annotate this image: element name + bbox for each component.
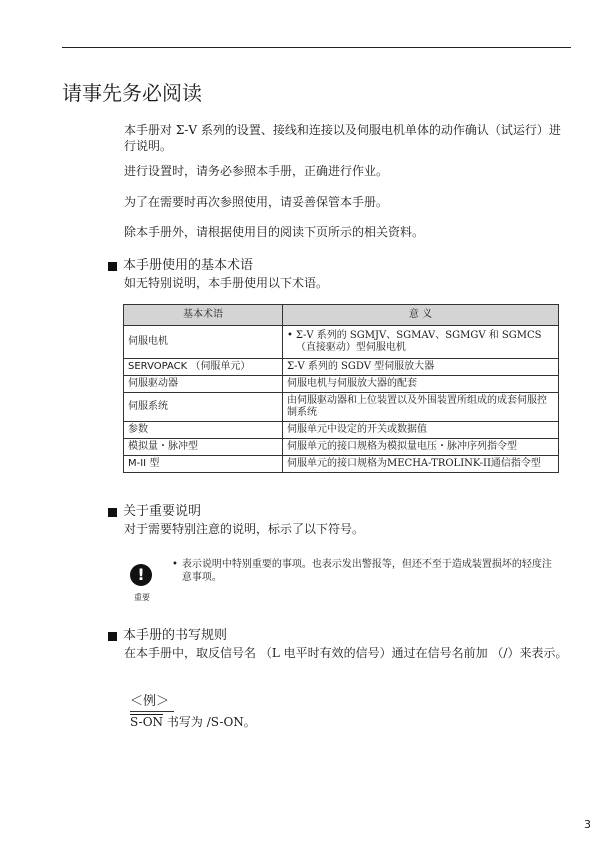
writing-section-heading bbox=[108, 627, 227, 645]
meaning-cell: 由伺服驱动器和上位装置以及外围装置所组成的成套伺服控制系统 bbox=[283, 393, 559, 422]
meaning-cell: Σ-V 系列的 SGDV 型伺服放大器 bbox=[283, 359, 559, 376]
table-row bbox=[124, 359, 559, 376]
intro-paragraph-4: 除本手册外，请根据使用目的阅读下页所示的相关资料。 bbox=[124, 225, 425, 239]
meaning-text: Σ-V 系列的 SGMJV、SGMAV、SGMGV 和 SGMCS （直接驱动）型伺服电机 bbox=[295, 330, 542, 353]
notes-section-heading bbox=[108, 503, 201, 521]
term-cell: SERVOPACK （伺服单元） bbox=[124, 359, 283, 376]
example-signal: S-ON bbox=[130, 715, 164, 729]
meaning-cell: 伺服电机与伺服放大器的配套 bbox=[283, 376, 559, 393]
meaning-cell: 伺服单元中设定的开关或数据值 bbox=[283, 422, 559, 439]
example-text bbox=[130, 713, 256, 730]
table-row bbox=[124, 456, 559, 473]
term-cell: 伺服电机 bbox=[124, 326, 283, 359]
terms-section-heading bbox=[108, 257, 253, 275]
meaning-cell bbox=[283, 326, 559, 359]
terms-table-header-row bbox=[124, 305, 559, 326]
terms-col-header-meaning: 意 义 bbox=[283, 305, 559, 326]
table-row bbox=[124, 393, 559, 422]
page-number: 3 bbox=[584, 818, 591, 831]
terms-table bbox=[123, 304, 559, 473]
table-row bbox=[124, 326, 559, 359]
top-rule bbox=[62, 47, 571, 48]
term-cell: M-II 型 bbox=[124, 456, 283, 473]
square-bullet-icon bbox=[108, 262, 117, 271]
writing-heading-text: 本手册的书写规则 bbox=[123, 628, 228, 643]
important-exclamation-icon: ! bbox=[130, 564, 152, 586]
example-label: ＜例＞ bbox=[130, 694, 170, 709]
terms-lead: 如无特别说明，本手册使用以下术语。 bbox=[124, 276, 329, 290]
intro-paragraph-3: 为了在需要时再次参照使用，请妥善保管本手册。 bbox=[124, 195, 389, 209]
term-cell: 伺服系统 bbox=[124, 393, 283, 422]
bullet-icon: • bbox=[287, 330, 293, 341]
notes-heading-text: 关于重要说明 bbox=[123, 504, 202, 519]
example-rest: 书写为 /S-ON。 bbox=[163, 715, 256, 729]
meaning-cell: 伺服单元的接口规格为MECHA-TROLINK-II通信指令型 bbox=[283, 456, 559, 473]
square-bullet-icon bbox=[108, 632, 117, 641]
intro-paragraph-2: 进行设置时，请务必参照本手册，正确进行作业。 bbox=[124, 164, 389, 178]
intro-paragraph-1: 本手册对 Σ-V 系列的设置、接线和连接以及伺服电机单体的动作确认（试运行）进行说明。 bbox=[124, 123, 561, 153]
terms-col-header-term: 基本术语 bbox=[124, 305, 283, 326]
important-icon-label: 重要 bbox=[134, 593, 150, 602]
writing-lead: 在本手册中，取反信号名 （L 电平时有效的信号）通过在信号名前加 （/）来表示。 bbox=[124, 646, 568, 660]
example-underline bbox=[130, 711, 174, 712]
important-note-text: 表示说明中特别重要的事项。也表示发出警报等，但还不至于造成装置损坏的轻度注意事项。 bbox=[181, 559, 552, 583]
meaning-cell: 伺服单元的接口规格为模拟量电压・脉冲序列指令型 bbox=[283, 439, 559, 456]
table-row bbox=[124, 439, 559, 456]
important-note bbox=[172, 558, 552, 584]
bullet-icon: • bbox=[172, 559, 178, 570]
term-cell: 模拟量・脉冲型 bbox=[124, 439, 283, 456]
notes-lead: 对于需要特别注意的说明，标示了以下符号。 bbox=[124, 522, 365, 536]
square-bullet-icon bbox=[108, 508, 117, 517]
term-cell: 参数 bbox=[124, 422, 283, 439]
term-cell: 伺服驱动器 bbox=[124, 376, 283, 393]
table-row bbox=[124, 422, 559, 439]
terms-heading-text: 本手册使用的基本术语 bbox=[123, 258, 254, 273]
page-title: 请事先务必阅读 bbox=[62, 81, 202, 105]
table-row bbox=[124, 376, 559, 393]
